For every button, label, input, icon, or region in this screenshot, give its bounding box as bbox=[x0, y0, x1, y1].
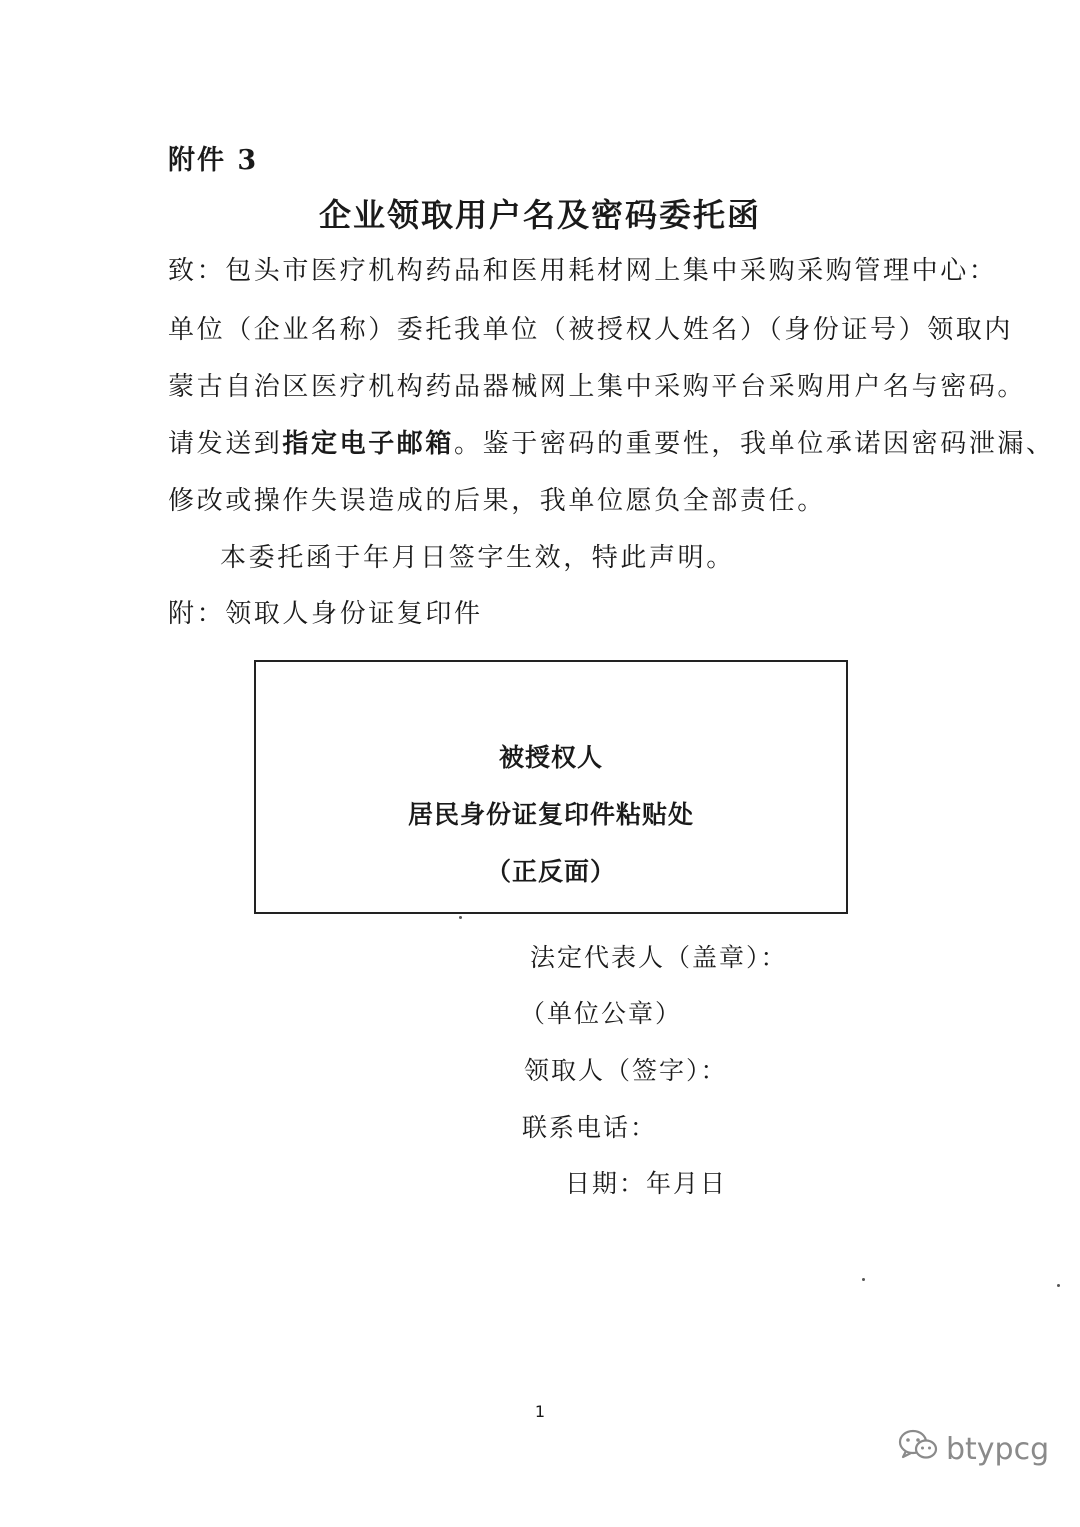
designated-email-text: 指定电子邮箱 bbox=[282, 429, 455, 459]
wechat-icon bbox=[898, 1428, 938, 1470]
body-line-1: 单位（企业名称）委托我单位（被授权人姓名）（身份证号）领取内 bbox=[168, 315, 1014, 345]
id-box-line-2: 居民身份证复印件粘贴处 bbox=[407, 800, 694, 829]
unit-seal-field: （单位公章） bbox=[520, 999, 683, 1028]
page-number: 1 bbox=[534, 1402, 546, 1421]
document-title: 企业领取用户名及密码委托函 bbox=[318, 196, 761, 234]
addressee-line: 致：包头市医疗机构药品和医用耗材网上集中采购采购管理中心： bbox=[168, 256, 998, 286]
watermark-text: btypcg bbox=[946, 1431, 1050, 1467]
phone-field: 联系电话： bbox=[522, 1113, 658, 1142]
scan-speck bbox=[1057, 1284, 1060, 1287]
body-line-2: 蒙古自治区医疗机构药品器械网上集中采购平台采购用户名与密码。 bbox=[168, 372, 1027, 402]
id-copy-paste-box bbox=[254, 660, 848, 914]
body-line-3-suffix: 。鉴于密码的重要性，我单位承诺因密码泄漏、 bbox=[454, 429, 1055, 459]
legal-representative-field: 法定代表人（盖章）： bbox=[530, 943, 788, 972]
scan-speck bbox=[862, 1278, 865, 1281]
effective-statement: 本委托函于年月日签字生效，特此声明。 bbox=[220, 543, 735, 573]
id-box-line-3: （正反面） bbox=[485, 857, 616, 886]
watermark bbox=[898, 1428, 1049, 1470]
attachment-note: 附：领取人身份证复印件 bbox=[168, 599, 483, 629]
date-field: 日期：年月日 bbox=[565, 1169, 728, 1198]
scan-speck bbox=[459, 916, 462, 919]
recipient-signature-field: 领取人（签字）： bbox=[524, 1056, 728, 1085]
annex-label: 附件 3 bbox=[168, 145, 259, 176]
body-line-4: 修改或操作失误造成的后果，我单位愿负全部责任。 bbox=[168, 486, 826, 516]
body-line-3 bbox=[168, 423, 1055, 460]
body-line-3-prefix: 请发送到 bbox=[168, 429, 283, 459]
id-box-line-1: 被授权人 bbox=[498, 743, 603, 772]
